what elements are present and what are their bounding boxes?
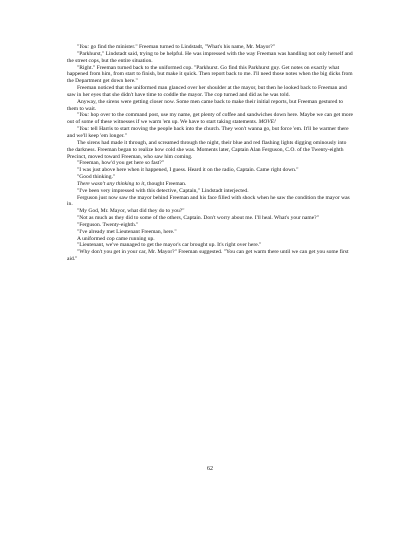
text-run: " [77,112,80,119]
italic-text: You: [79,44,90,50]
text-run: " [77,44,80,50]
text-run: Freeman noticed that the uniformed man glanced over her shoulder at the mayor, but then he looked back to Freeman and saw in her eyes that she didn't have time to coddle the mayor. The cop turned and did as he was told. [67,85,347,98]
text-run: "I've been very impressed with this detective, Captain," Lindstadt interjected. [77,187,249,194]
text-run: thought Freeman. [145,180,187,187]
paragraph [67,85,353,99]
italic-text: You: [79,126,90,133]
paragraph [67,195,353,209]
page-number: 62 [207,466,213,472]
text-run: "Why don't you get in your car, Mr. Mayor?" Freeman suggested. "You can get warm there until we can get you some first aid." [67,249,349,263]
paragraph [67,126,353,140]
text-run: "Lieutenant, we've managed to get the mayor's car brought up. It's right over here." [77,242,262,249]
paragraph [67,51,353,65]
paragraph [67,249,353,263]
paragraph [67,236,353,243]
text-run: " [77,126,80,133]
text-run: "Parkhurst," Lindstadt said, trying to be helpful. He was impressed with the way Freeman was handling not only herself and the street cops, but the entire situation. [67,50,353,64]
text-run: A uniformed cop came running up. [77,235,155,242]
paragraph [67,112,353,126]
text-run: hop over to the command post, use my name, get plenty of coffee and sandwiches down here. Maybe we can get more out of some of these witnesses if we warm 'em up. We have to start taking statements. [67,112,354,126]
text-run: "I was just above here when it happened, I guess. Heard it on the radio, Captain. Came right down." [77,167,299,174]
paragraph [67,44,353,51]
text-run: Anyway, the sirens were getting closer now. Some men came back to make their initial reports, but Freeman gestured to them to wait. [67,98,344,112]
body-text [67,44,353,263]
paragraph [67,65,353,86]
text-run: tell Harris to start moving the people back into the church. They won't wanna go, but force 'em. It'll be warmer there and we'll keep 'em longer." [67,126,349,139]
text-run: "My God, Mr. Mayor, what did they do to you?" [77,208,185,215]
paragraph [67,229,353,236]
text-run: Ferguson just now saw the mayor behind Freeman and his face filled with shock when he saw the condition the mayor was in. [67,194,350,208]
text-run: "Right." Freeman turned back to the uniformed cop. "Parkhurst. Go find this Parkhurst guy. Get notes on exactly what happened from him, from start to finish, but make it quick. Then report back to me. I'll need those notes when the big dicks from the Department get down here." [67,64,353,85]
paragraph [67,215,353,222]
paragraph [67,99,353,113]
paragraph [67,181,353,188]
text-run: The sirens had made it through, and screamed through the night, their blue and red flashing lights digging ominously into the darkness. Freeman began to realize how cold she was. Moments later, Captain Alan Ferguson, C.O. of the Twenty-eighth Precinct, moved toward Freeman, who saw him coming. [67,139,347,160]
paragraph [67,222,353,229]
text-run: go find the minister." Freeman turned to Lindstadt, "What's his name, Mr. Mayor?" [89,44,275,50]
text-run: "I've already met Lieutenant Freeman, here." [77,228,177,235]
text-run: "Freeman, how'd you get here so fast?" [77,160,165,167]
paragraph [67,174,353,181]
paragraph [67,167,353,174]
paragraph [67,160,353,167]
italic-text: You: [79,112,90,119]
italic-text: There wasn't any thinking to it, [77,180,146,187]
text-run: "Good thinking." [77,174,116,181]
text-run: "Not as much as they did to some of the others, Captain. Don't worry about me. I'll heal. What's your name?" [77,215,319,222]
paragraph [67,140,353,161]
text-run: "Ferguson. Twenty-eighth." [77,221,139,228]
italic-text: MOVE! [258,119,276,126]
paragraph [67,188,353,195]
